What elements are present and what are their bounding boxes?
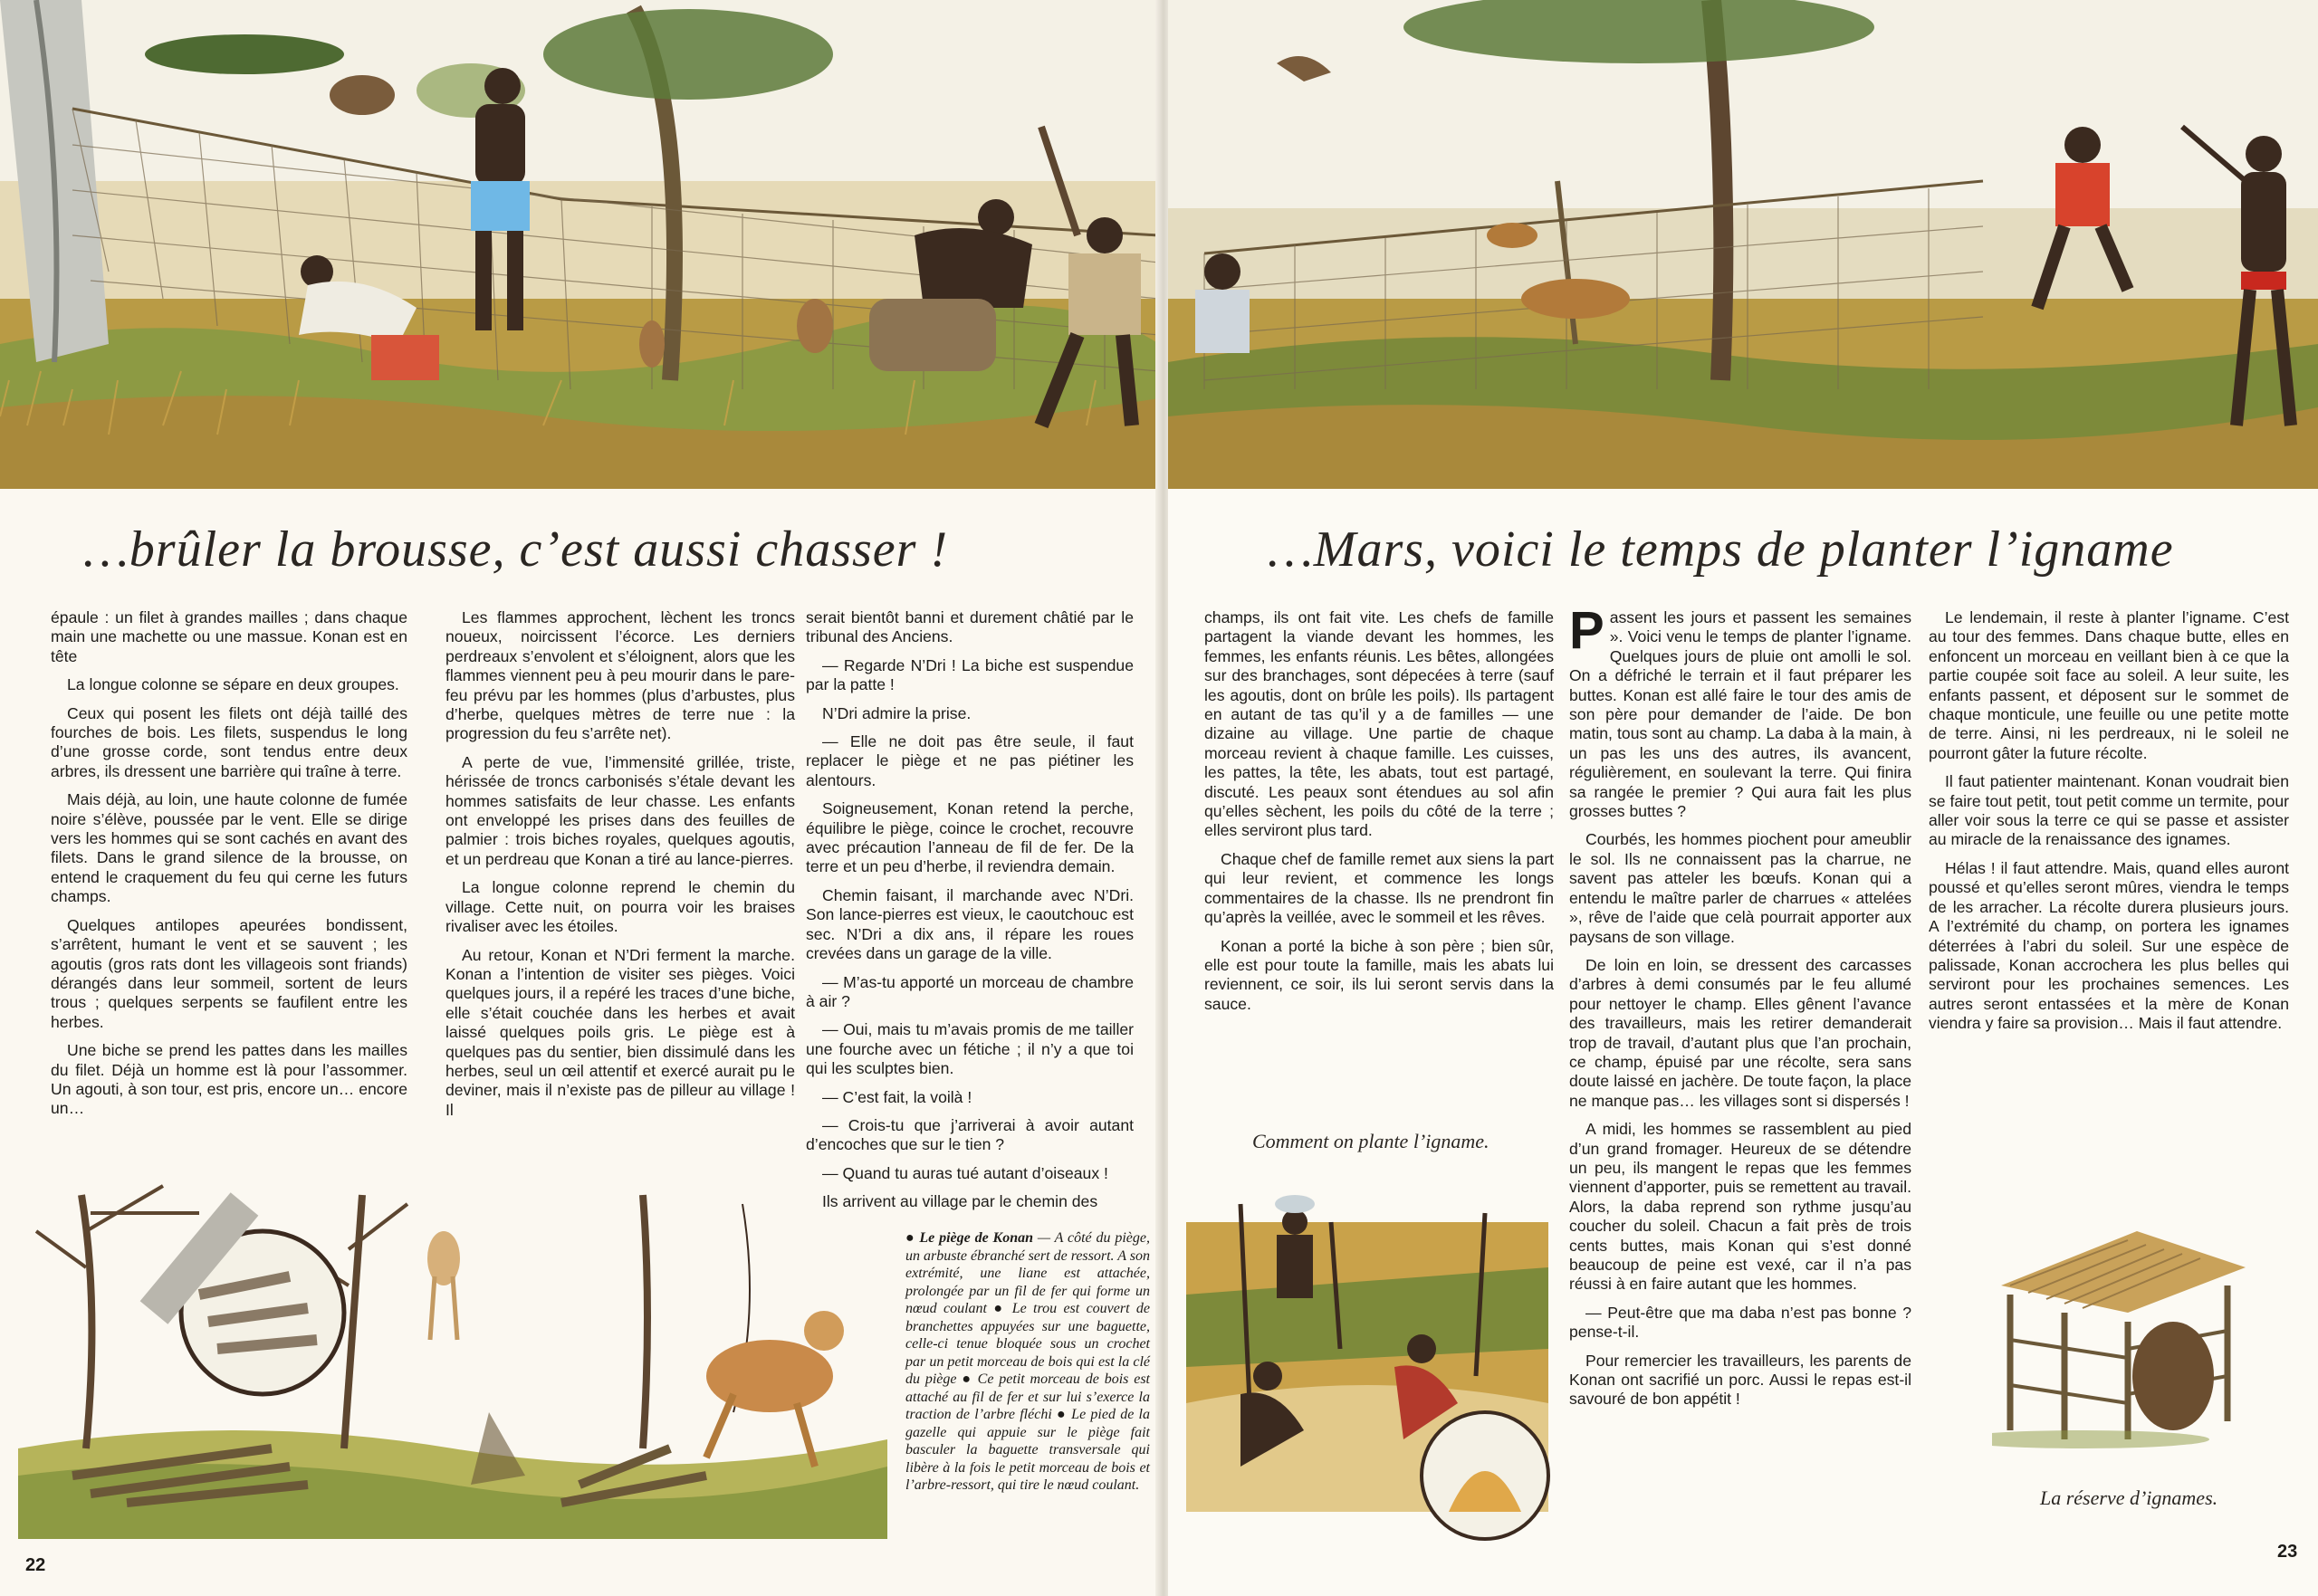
trap-caption-text: — A côté du piège, un arbuste ébranché sert de ressort. A son extrémité, une liane est attachée, prolongée par un fil de fer qui forme un nœud coulant ● Le trou est couvert de branchettes appuyées sur une baguette, celle-ci tenue bloquée sous un crochet par un petit morceau de bois qui est la clé du piège ● Ce petit morceau de bois est attaché au fil de fer et sur lui s’exerce la traction de l’arbre fléchi ● Le pied de la gazelle qui appuie sur le piège fait basculer la baguette transversale qui libère à la fois le petit morceau de bois et l’arbre-ressort, qui tire le nœud coulant. — [905, 1230, 1151, 1493]
paragraph: De loin en loin, se dressent des carcasses d’arbres à demi consumés par le feu allumé pour nettoyer le champ. Elles gênent l’avance des travailleurs, mais les retirer demanderait trop de travail, d’autant plus que l’an prochain, ce champ, épuisé par une récolte, sera sans doute laissé en jachère. De toute façon, la place ne manque pas… les villages sont si dispersés ! — [1569, 955, 1911, 1110]
paragraph: — Crois-tu que j’arriverai à avoir autant d’encoches que sur le tien ? — [806, 1115, 1134, 1154]
paragraph: — M’as-tu apporté un morceau de chambre à air ? — [806, 972, 1134, 1010]
text-column-1 — [51, 608, 407, 1128]
caption-planting: Comment on plante l’igname. — [1252, 1130, 1489, 1152]
paragraph: Konan a porté la biche à son père ; bien sûr, elle est pour toute la famille, mais les abats lui reviennent, ce soir, ils lui seront servis dans la sauce. — [1204, 936, 1554, 1013]
trap-caption — [905, 1229, 1150, 1495]
paragraph: Courbés, les hommes piochent pour ameublir le sol. Ils ne connaissent pas la charrue, ne savent pas atteler les bœufs. Konan qui a entendu le maître parler de charrues « attelées », rêve de l’aide que celà pourrait apporter aux paysans de son village. — [1569, 830, 1911, 946]
paragraph: Les flammes approchent, lèchent les troncs noueux, noircissent l’écorce. Les derniers perdreaux s’envolent et s’éloignent, alors que les flammes viennent peu à peu mourir dans le pare-feu prévu par les hommes (plus d’arbustes, plus d’herbe, quelques mètres de terre nue : la progression du feu s’arrête net). — [445, 608, 795, 743]
paragraph: N’Dri admire la prise. — [822, 703, 972, 722]
paragraph: épaule : un filet à grandes mailles ; dans chaque main une machette ou une massue. Konan est en tête — [51, 608, 407, 665]
text-column-4 — [1204, 608, 1554, 1023]
paragraph: Une biche se prend les pattes dans les mailles du filet. Déjà un homme est là pour l’assommer. Un agouti, à son tour, est pris, encore un… encore un… — [51, 1041, 407, 1118]
paragraph: A perte de vue, l’immensité grillée, triste, hérissée de troncs carbonisés s’étale devant les hommes satisfaits de leur chasse. Les enfants ont enveloppé les prises dans des feuilles de palmier : trois biches royales, quelques agoutis, et un perdreau que Konan a tiré au lance-pierres. — [445, 752, 795, 868]
paragraph: Chaque chef de famille remet aux siens la part qui leur revient, et commence les longs commentaires de la chasse. Ils ne prendront fin qu’après la veillée, avec le sommeil et les rêves. — [1204, 849, 1554, 927]
paragraph: Ils arrivent au village par le chemin des — [822, 1192, 1098, 1211]
paragraph: — Regarde N’Dri ! La biche est suspendue par la patte ! — [806, 655, 1134, 694]
planting-illustration — [1186, 1168, 1566, 1548]
text-column-5 — [1569, 601, 1911, 1419]
paragraph: Le lendemain, il reste à planter l’igname. C’est au tour des femmes. Dans chaque butte, elles en enfoncent un morceau en veillant bien à ce que la partie coupée soit face au soleil. A leur suite, les enfants passent, et déposent sur le sommet de chaque monticule, une feuille ou une petite motte de terre. Ainsi, ni les perdreaux, ni le soleil ne pourront gâter la future récolte. — [1929, 608, 2289, 762]
left-page-title: …brûler la brousse, c’est aussi chasser ! — [83, 521, 949, 578]
hunting-scene-illustration — [0, 0, 1159, 489]
text-column-2 — [445, 608, 795, 1129]
paragraph: champs, ils ont fait vite. Les chefs de famille partagent la viande devant les hommes, les femmes, les enfants réunis. Les bêtes, allongées sur des branchages, sont dépecées à terre (sauf les agoutis, dont on brûle les poils). Ils partagent en autant de tas qu’il y a de familles — une dizaine au village. Une partie de chaque morceau revient à chaque famille. Les cuisses, les pattes, la tête, les abats, tout est partagé, discuté. Les peaux sont étendues au sol afin qu’elles sèchent, les poils du côté de la terre ; elles serviront plus tard. — [1204, 608, 1554, 840]
paragraph: La longue colonne se sépare en deux groupes. — [67, 675, 399, 694]
paragraph: — Quand tu auras tué autant d’oiseaux ! — [822, 1163, 1108, 1182]
paragraph: Soigneusement, Konan retend la perche, équilibre le piège, coince le crochet, recouvre avec précaution l’anneau de fil de fer. De la terre et un peu d’herbe, il reviendra demain. — [806, 799, 1134, 876]
page-number-left: 22 — [25, 1555, 46, 1575]
paragraph: Mais déjà, au loin, une haute colonne de fumée noire s’élève, poussée par le vent. Elle se dirige vers les hommes qui se sont cachés en avant des filets. Dans le grand silence de la brousse, on entend le craquement du feu qui cerne les futurs champs. — [51, 790, 407, 906]
paragraph: — Oui, mais tu m’avais promis de me tailler une fourche avec un fétiche ; il n’y a que toi qui les sculptes bien. — [806, 1020, 1134, 1078]
page-number-right: 23 — [2277, 1542, 2298, 1562]
trap-illustration — [18, 1177, 887, 1539]
paragraph: Quelques antilopes apeurées bondissent, s’arrêtent, humant le vent et se sauvent ; les agoutis (gros rats dont les villageois sont friands) dérangés dans leur sommeil, sortent de leurs trous ; quelques serpents se faufilent entre les herbes. — [51, 915, 407, 1031]
hunting-scene-illustration-right — [1168, 0, 2318, 489]
right-page-title: …Mars, voici le temps de planter l’igname — [1268, 521, 2174, 578]
paragraph: — Peut-être que ma daba n’est pas bonne ? pense-t-il. — [1569, 1303, 1911, 1342]
right-page — [1168, 0, 2318, 1596]
paragraph: Ceux qui posent les filets ont déjà taillé des fourches de bois. Les filets, suspendus le long d’une grosse corde, sont tendus entre deux arbres, ils dressent une barrière qui traîne à terre. — [51, 703, 407, 780]
paragraph: Il faut patienter maintenant. Konan voudrait bien se faire tout petit, tout petit comme un termite, pour aller voir sous la terre ce qui se passe et assister au miracle de la renaissance des ignames. — [1929, 772, 2290, 849]
trap-caption-heading: Le piège de Konan — [919, 1230, 1034, 1246]
paragraph: Chemin faisant, il marchande avec N’Dri. Son lance-pierres est vieux, le caoutchouc est sec. N’Dri a dix ans, il répare les roues crevées dans un garage de la ville. — [806, 885, 1134, 963]
paragraph: Hélas ! il faut attendre. Mais, quand elles auront poussé et qu’elles seront mûres, viendra le temps de les arracher. La récolte durera plusieurs jours. A l’extrémité du champ, on portera les ignames déterrées à l’abri du soleil. Sur une espèce de palissade, Konan accrochera les plus belles qui serviront pour les prochaines semences. Les autres seront entassées et la mère de Konan viendra y faire sa provision… Mais il faut attendre. — [1929, 858, 2289, 1033]
paragraph: Pour remercier les travailleurs, les parents de Konan ont sacrifié un porc. Aussi le repas est-il savouré de bon appétit ! — [1569, 1351, 1911, 1409]
paragraph: serait bientôt banni et durement châtié par le tribunal des Anciens. — [806, 608, 1134, 646]
paragraph: assent les jours et passent les semaines ». Voici venu le temps de planter l’igname. Quelques jours de pluie ont amolli le sol. On a défriché le terrain et il faut préparer les buttes. Konan est allé faire le tour des amis de son père pour demander de l’aide. De bon matin, tous sont au champ. La daba à la main, à un pas les uns des autres, ils avancent, régulièrement, en soulevant la terre. Qui finira sa rangée le premier ? Qui aura fait les plus grosses buttes ? — [1569, 608, 1911, 821]
paragraph: La longue colonne reprend le chemin du village. Cette nuit, on pourra voir les braises rivaliser avec les étoiles. — [445, 878, 795, 936]
bullet-icon: ● — [905, 1230, 920, 1246]
paragraph: Au retour, Konan et N’Dri ferment la marche. Konan a l’intention de visiter ses pièges. Voici quelques jours, il a repéré les traces d’une biche, elle s’était couchée dans les herbes et avait laissé quelques poils gris. Le piège est à quelques pas du sentier, bien dissimulé dans les herbes, seul un œil attentif et exercé aurait pu le deviner, mais il n’existe pas de pilleur au village ! Il — [445, 945, 795, 1119]
paragraph: A midi, les hommes se rassemblent au pied d’un grand fromager. Heureux de se détendre un peu, ils mangent le repas que les femmes viennent d’apporter, puis se remettent au travail. Alors, la daba reprend son rythme jusqu’au coucher du soleil. Chacun a fait près de trois cents buttes, mais Konan qui s’est donné beaucoup de peine est vexé, car il n’a pas réussi à en faire autant que les hommes. — [1569, 1120, 1911, 1294]
text-column-6 — [1929, 608, 2289, 1043]
yam-reserve-illustration — [1992, 1213, 2255, 1448]
paragraph: — Elle ne doit pas être seule, il faut replacer le piège et ne pas piétiner les alentours. — [806, 732, 1134, 789]
paragraph: — C’est fait, la voilà ! — [822, 1087, 972, 1106]
drop-cap: P — [1569, 601, 1604, 660]
text-column-3 — [806, 608, 1134, 1221]
caption-reserve: La réserve d’ignames. — [2040, 1486, 2218, 1509]
